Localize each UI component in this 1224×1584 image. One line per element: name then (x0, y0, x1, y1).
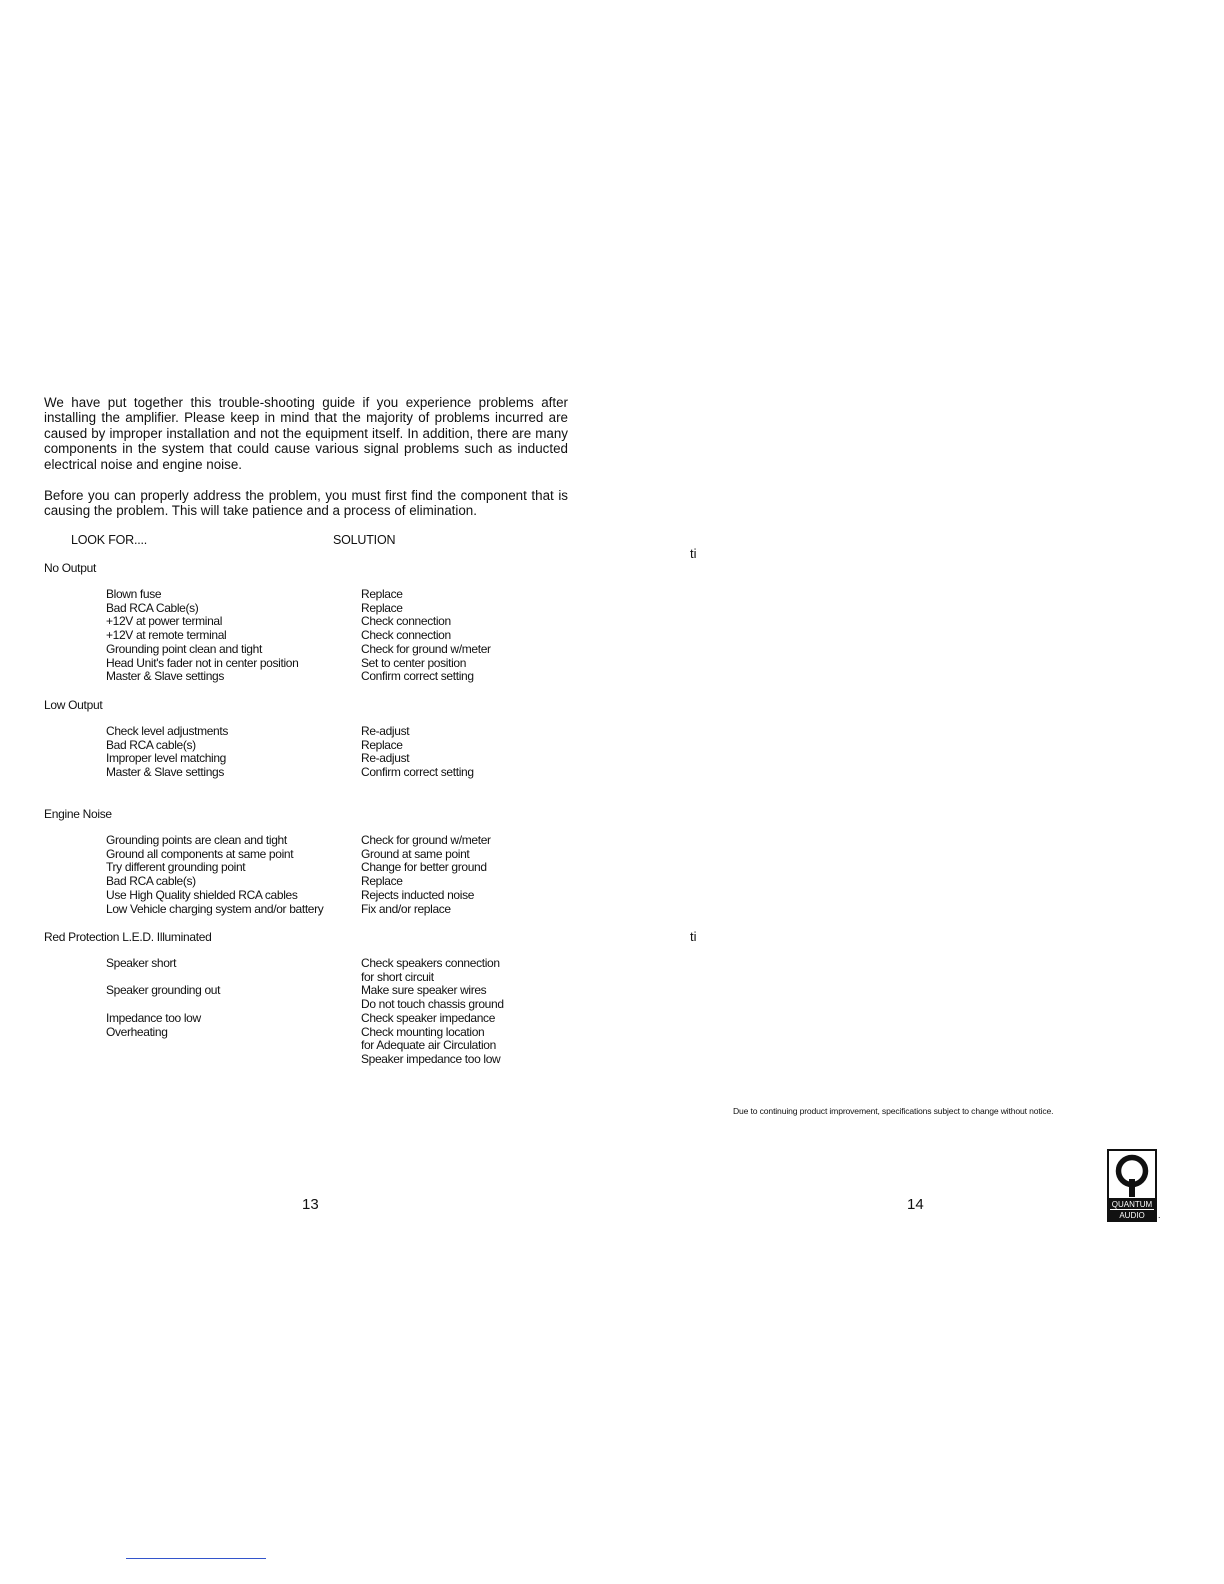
look-for-header: LOOK FOR.... (71, 533, 148, 547)
solution-item: Replace (361, 600, 403, 615)
look-item: Overheating (106, 1024, 168, 1039)
look-for-list (106, 957, 220, 1039)
look-item: Grounding point clean and tight (106, 641, 262, 656)
intro-line: electrical noise and engine noise. (44, 456, 243, 472)
section-title-no-output: No Output (44, 561, 96, 575)
look-item: +12V at remote terminal (106, 628, 227, 643)
logo-line1: QUANTUM (1111, 1200, 1153, 1209)
intro-line: components in the system that could cause various signal problems such as inducted (44, 441, 568, 457)
solution-item: Set to center position (361, 655, 467, 670)
look-item (106, 971, 220, 985)
solution-list (361, 834, 491, 916)
look-item: Bad RCA cable(s) (106, 874, 196, 889)
solution-item: Replace (361, 587, 403, 601)
look-item: Use High Quality shielded RCA cables (106, 887, 298, 902)
solution-item: for Adequate air Circulation (361, 1038, 496, 1053)
look-item: Master & Slave settings (106, 765, 225, 780)
look-item: Low Vehicle charging system and/or battery (106, 901, 324, 916)
solution-item: Re-adjust (361, 751, 410, 766)
page-number-left: 13 (302, 1196, 319, 1213)
quantum-logo-icon (1107, 1149, 1158, 1222)
intro-line: Before you can properly address the problem, you must first find the component that is (44, 488, 568, 503)
solution-item: Replace (361, 874, 403, 889)
solution-item: Make sure speaker wires (361, 983, 487, 998)
section-title-red-protection: Red Protection L.E.D. Illuminated (44, 930, 212, 944)
look-item: Grounding points are clean and tight (106, 833, 287, 847)
intro-line: We have put together this trouble-shooting guide if you experience problems after (44, 395, 568, 410)
look-item: Bad RCA Cable(s) (106, 600, 199, 615)
solution-list (361, 588, 491, 684)
look-item: Improper level matching (106, 751, 227, 766)
look-for-list (106, 588, 298, 684)
look-item: +12V at power terminal (106, 614, 223, 629)
solution-list (361, 957, 504, 1067)
intro-line: causing the problem. This will take patience and a process of elimination. (44, 503, 477, 519)
solution-item: Rejects inducted noise (361, 887, 475, 902)
solution-item: for short circuit (361, 969, 434, 984)
solution-list (361, 725, 474, 780)
quantum-audio-logo (1107, 1149, 1158, 1222)
look-item: Speaker grounding out (106, 983, 221, 998)
page-number-right: 14 (907, 1196, 924, 1213)
solution-item: Ground at same point (361, 846, 470, 861)
look-item: Try different grounding point (106, 860, 246, 875)
solution-item: Do not touch chassis ground (361, 997, 504, 1012)
solution-item: Re-adjust (361, 724, 410, 738)
solution-header: SOLUTION (333, 533, 396, 547)
solution-item: Check mounting location (361, 1024, 485, 1039)
section-title-engine-noise: Engine Noise (44, 807, 112, 821)
look-item: Master & Slave settings (106, 669, 225, 684)
solution-item: Fix and/or replace (361, 901, 451, 916)
solution-item: Speaker impedance too low (361, 1051, 501, 1066)
look-item (106, 998, 220, 1012)
solution-item: Check for ground w/meter (361, 833, 491, 847)
solution-item: Confirm correct setting (361, 669, 474, 684)
solution-item: Check connection (361, 614, 451, 629)
look-for-list (106, 834, 323, 916)
solution-item: Check connection (361, 628, 451, 643)
intro-line: installing the amplifier. Please keep in mind that the majority of problems incurred are (44, 410, 568, 426)
intro-paragraph-1 (44, 395, 568, 472)
stray-mark: ti (690, 546, 697, 561)
intro-line: caused by improper installation and not the equipment itself. In addition, there are many (44, 425, 568, 441)
solution-item: Change for better ground (361, 860, 487, 875)
bottom-rule (126, 1558, 266, 1559)
solution-item: Check speakers connection (361, 956, 500, 970)
look-item: Bad RCA cable(s) (106, 737, 196, 752)
look-item: Speaker short (106, 956, 177, 970)
intro-paragraph-2 (44, 488, 568, 519)
logo-line2: AUDIO (1119, 1211, 1145, 1220)
stray-mark: ti (690, 929, 697, 944)
section-title-low-output: Low Output (44, 698, 103, 712)
look-item: Blown fuse (106, 587, 162, 601)
look-for-list (106, 725, 228, 780)
solution-item: Confirm correct setting (361, 765, 474, 780)
change-notice: Due to continuing product improvement, specifications subject to change without notice. (733, 1106, 1054, 1116)
solution-item: Replace (361, 737, 403, 752)
solution-item: Check speaker impedance (361, 1010, 496, 1025)
look-item: Ground all components at same point (106, 846, 294, 861)
look-item: Head Unit's fader not in center position (106, 655, 299, 670)
logo-registered-mark: . (1158, 1210, 1161, 1220)
look-item: Impedance too low (106, 1010, 201, 1025)
look-item: Check level adjustments (106, 724, 229, 738)
solution-item: Check for ground w/meter (361, 641, 491, 656)
